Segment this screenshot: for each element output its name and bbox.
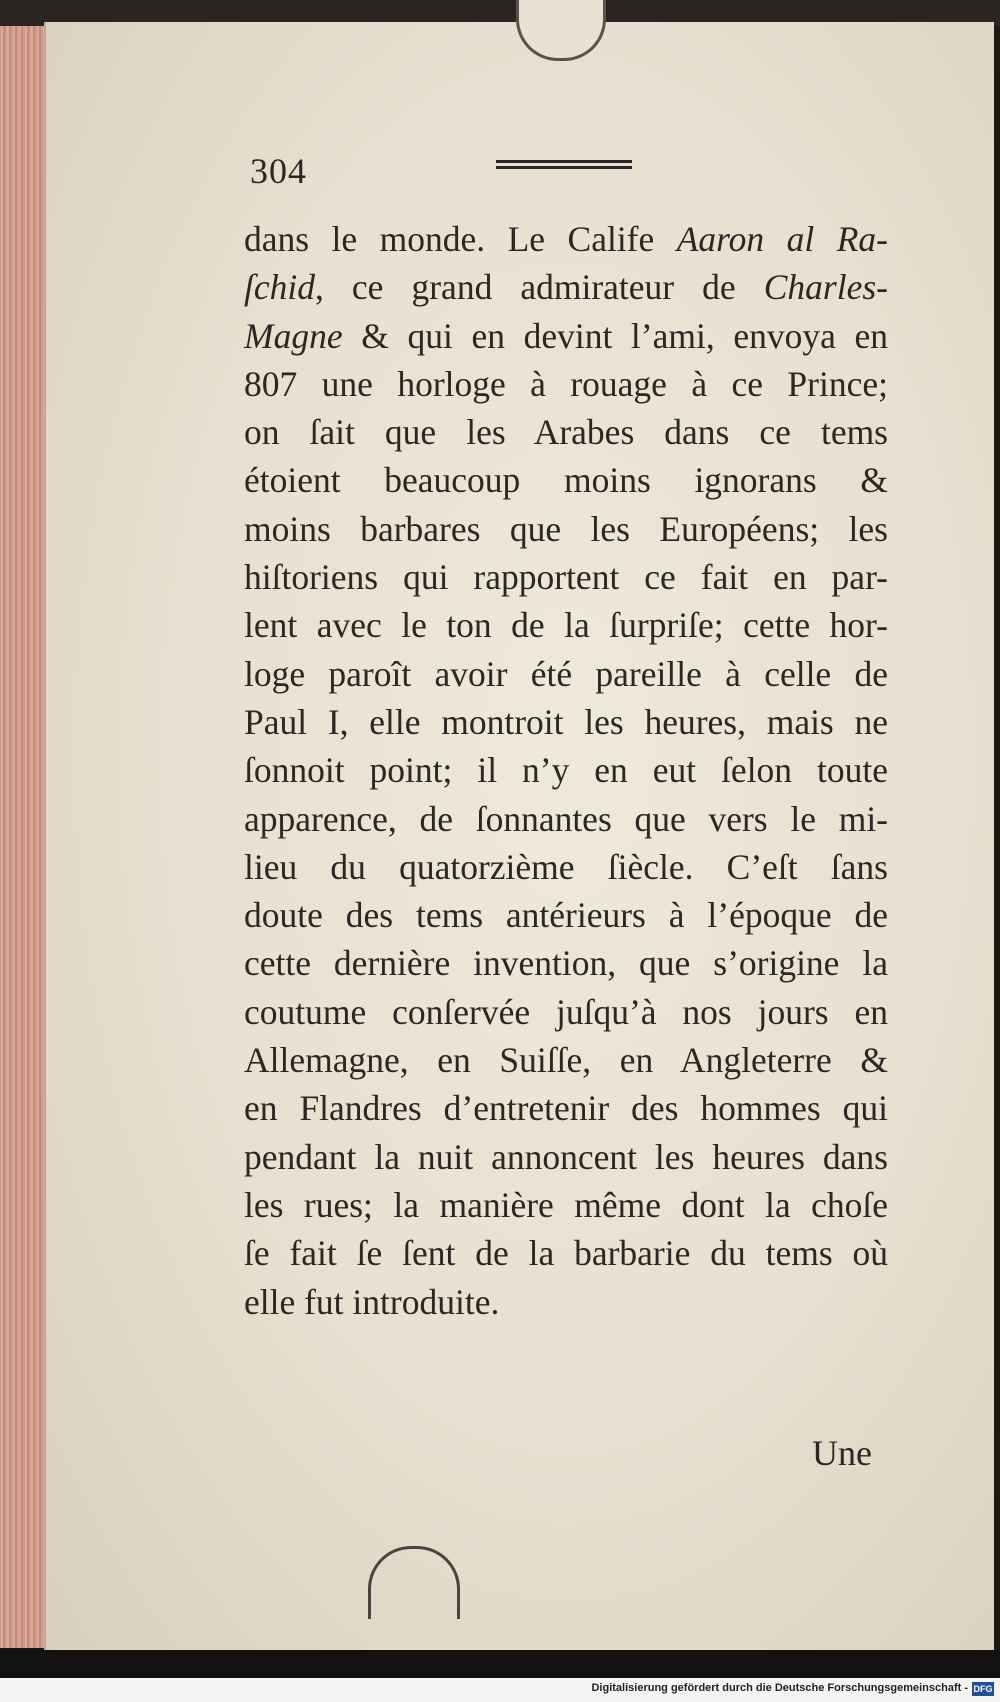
text-line [244,1229,888,1277]
italic-name: Magne [244,315,343,356]
text-line [244,891,888,939]
text-run: lent avec le ton de la ſurpriſe; cette hor- [244,605,888,646]
text-line [244,215,888,263]
text-run: hiſtoriens qui rapportent ce fait en par- [244,557,888,598]
text-run: , ce grand admirateur de [314,267,764,308]
text-run: cette dernière invention, que s’origine la [244,943,888,984]
bottom-page-clip [368,1546,460,1619]
text-run: elle fut introduite. [244,1281,500,1322]
text-run: coutume conſervée juſqu’à nos jours en [244,991,888,1032]
text-line [244,601,888,649]
text-run: étoient beaucoup moins ignorans & [244,460,888,501]
text-line [244,263,888,311]
italic-name: ſchid [244,267,315,308]
text-run: on ſait que les Arabes dans ce tems [244,412,888,453]
text-line [244,988,888,1036]
text-line [244,1084,888,1132]
header-double-rule [496,160,632,169]
text-run: pendant la nuit annoncent les heures dans [244,1136,888,1177]
catchword: Une [812,1433,872,1473]
text-line [244,843,888,891]
text-line [244,408,888,456]
text-run: loge paroît avoir été pareille à celle de [244,653,888,694]
text-line [244,505,888,553]
text-run: 807 une horloge à rouage à ce Prince; [244,363,888,404]
dfg-logo: DFG [973,1684,993,1694]
text-line [244,939,888,987]
text-run: lieu du quatorzième ſiècle. C’eſt ſans [244,846,888,887]
body-text [244,215,888,1326]
text-run: doute des tems antérieurs à l’époque de [244,895,888,936]
italic-name: Aaron al Ra- [676,219,888,259]
page-number: 304 [250,151,307,191]
text-run: en Flandres d’entretenir des hommes qui [244,1088,888,1129]
text-line [244,698,888,746]
text-run: Paul I, elle montroit les heures, mais ne [244,701,888,742]
text-line [244,1181,888,1229]
text-line [244,795,888,843]
text-run: dans le monde. Le Calife [244,219,677,259]
text-run: Allemagne, en Suiſſe, en Angleterre & [244,1040,888,1081]
text-line [244,1278,888,1326]
italic-name: Charles- [763,267,888,308]
scanner-bottom-band [0,1650,1000,1678]
text-line [244,553,888,601]
text-run: & qui en devint l’ami, envoya en [342,315,888,356]
text-run: ſonnoit point; il n’y en eut ſelon toute [244,750,888,791]
text-line [244,456,888,504]
text-run: les rues; la manière même dont la choſe [244,1184,888,1225]
text-line [244,312,888,360]
text-run: moins barbares que les Européens; les [244,508,888,549]
digitization-credit: Digitalisierung gefördert durch die Deutsche Forschungsgemeinschaft - [591,1682,968,1694]
text-run: ſe fait ſe ſent de la barbarie du tems où [244,1233,888,1274]
text-run: apparence, de ſonnantes que vers le mi- [244,798,888,839]
text-line [244,650,888,698]
text-line [244,360,888,408]
text-line [244,1036,888,1084]
text-line [244,1133,888,1181]
text-line [244,746,888,794]
